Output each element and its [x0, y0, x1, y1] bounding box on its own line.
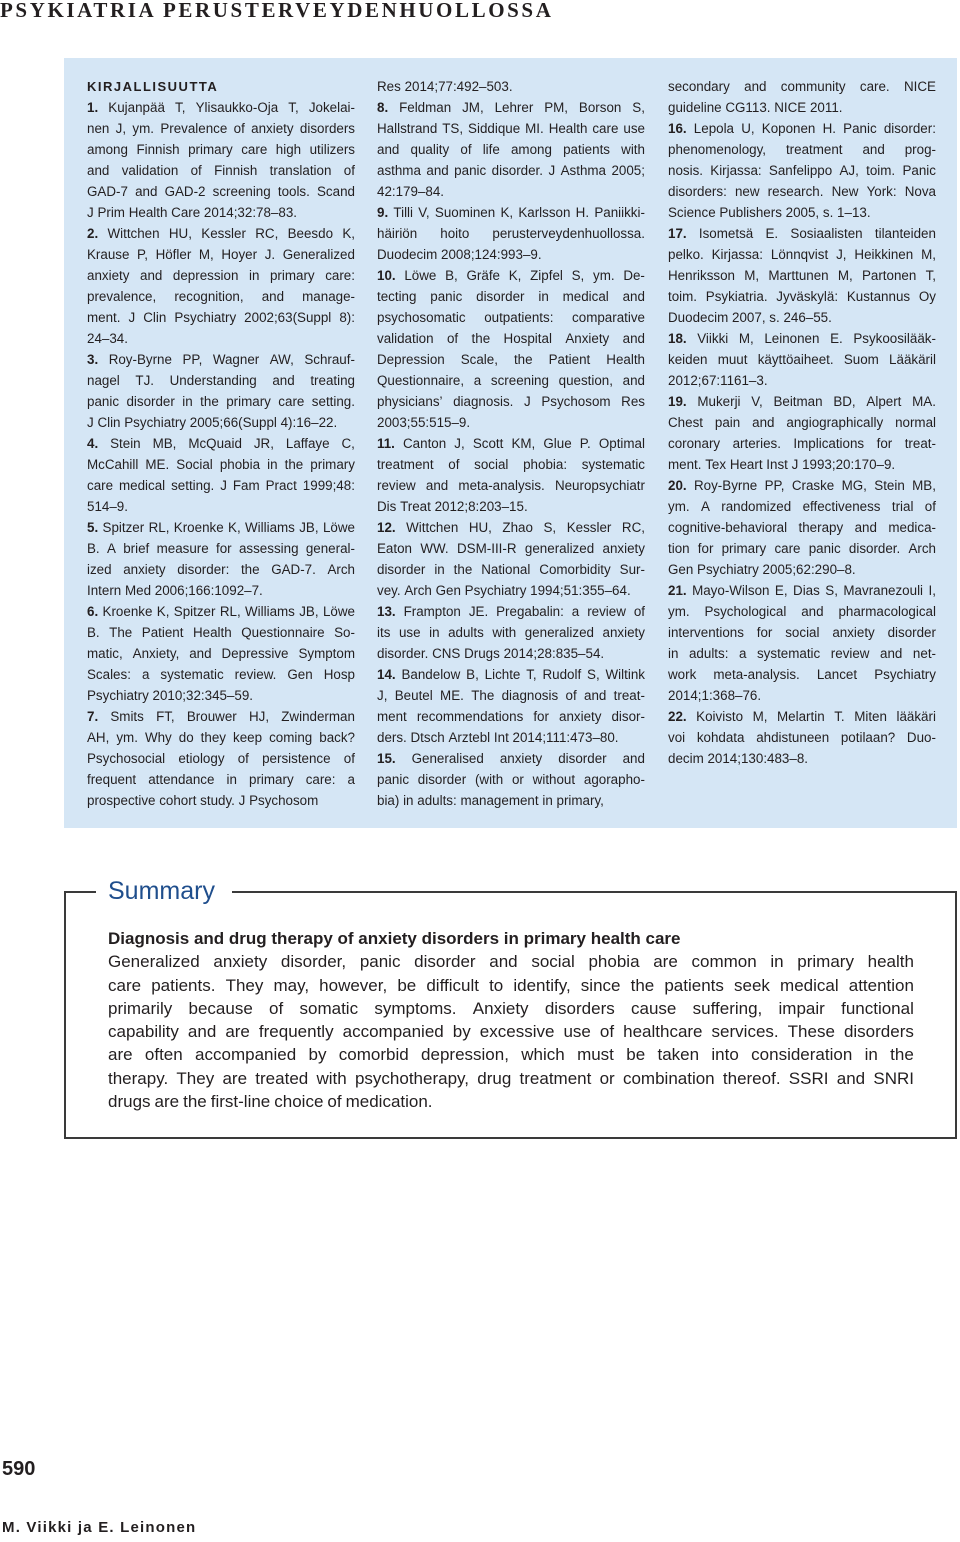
- reference-line: frequent attendance in primary care: a: [87, 772, 355, 787]
- summary-frame-top-right: [232, 891, 957, 893]
- reference-line: secondary and community care. NICE: [668, 79, 936, 94]
- reference-line: 514–9.: [87, 499, 128, 514]
- summary-line: primarily because of somatic symptoms. Anxiety disorders cause suffering, impair functional: [108, 998, 914, 1018]
- reference-line: vey. Arch Gen Psychiatry 1994;51:355–64.: [377, 583, 631, 598]
- reference-line: Questionnaire, a screening question, and: [377, 373, 645, 388]
- reference-line: matic, Anxiety, and Depressive Symptom: [87, 646, 355, 661]
- reference-number: 22.: [668, 709, 687, 724]
- reference-line: 2003;55:515–9.: [377, 415, 471, 430]
- reference-line: work meta-analysis. Lancet Psychiatry: [668, 667, 936, 682]
- reference-line: B. The Patient Health Questionnaire So-: [87, 625, 355, 640]
- reference-line: Duodecim 2007, s. 246–55.: [668, 310, 832, 325]
- reference-line: toim. Psykiatria. Jyväskylä: Kustannus Oy: [668, 289, 936, 304]
- author-line: M. Viikki ja E. Leinonen: [2, 1519, 197, 1536]
- summary-text: [108, 950, 914, 1113]
- reference-line: GAD-7 and GAD-2 screening tools. Scand: [87, 184, 355, 199]
- reference-line: 42:179–84.: [377, 184, 445, 199]
- reference-line: and quality of life among patients with: [377, 142, 645, 157]
- reference-line: panic disorder in the primary care setting.: [87, 394, 355, 409]
- reference-number: 18.: [668, 331, 687, 346]
- reference-line: ym. Psychological and pharmacological: [668, 604, 936, 619]
- reference-line: among Finnish primary care high utilizers: [87, 142, 355, 157]
- reference-line: 19. Mukerji V, Beitman BD, Alpert MA.: [668, 391, 936, 412]
- reference-line: ment recommendations for anxiety disor-: [377, 709, 645, 724]
- reference-line: 14. Bandelow B, Lichte T, Rudolf S, Wiltink: [377, 664, 645, 685]
- reference-line: 15. Generalised anxiety disorder and: [377, 748, 645, 769]
- reference-line: and validation of Finnish translation of: [87, 163, 355, 178]
- summary-title: Summary: [108, 877, 215, 905]
- reference-line: Psychosocial etiology of persistence of: [87, 751, 355, 766]
- reference-number: 17.: [668, 226, 687, 241]
- reference-line: Henriksson M, Marttunen M, Partonen T,: [668, 268, 936, 283]
- reference-line: McCahill ME. Social phobia in the primary: [87, 457, 355, 472]
- reference-line: ders. Dtsch Arztebl Int 2014;111:473–80.: [377, 730, 619, 745]
- reference-line: ym. A randomized effectiveness trial of: [668, 499, 936, 514]
- reference-line: 24–34.: [87, 331, 128, 346]
- reference-line: 18. Viikki M, Leinonen E. Psykoosilääk-: [668, 328, 936, 349]
- reference-line: 11. Canton J, Scott KM, Glue P. Optimal: [377, 433, 645, 454]
- summary-line: are often accompanied by comorbid depression, which must be taken into consideration in the: [108, 1045, 914, 1065]
- reference-line: nosis. Kirjassa: Sanfelippo AJ, toim. Panic: [668, 163, 936, 178]
- reference-number: 16.: [668, 121, 687, 136]
- reference-number: 13.: [377, 604, 396, 619]
- reference-number: 19.: [668, 394, 687, 409]
- reference-number: 1.: [87, 100, 99, 115]
- reference-line: phenomenology, treatment and prog-: [668, 142, 936, 157]
- reference-number: 10.: [377, 268, 396, 283]
- reference-line: 2014;1:368–76.: [668, 688, 762, 703]
- summary-frame-top-left: [64, 891, 96, 893]
- reference-line: 3. Roy-Byrne PP, Wagner AW, Schrauf-: [87, 349, 355, 370]
- reference-line: 4. Stein MB, McQuaid JR, Laffaye C,: [87, 433, 355, 454]
- reference-line: disorders: new research. New York: Nova: [668, 184, 936, 199]
- reference-number: 6.: [87, 604, 99, 619]
- reference-line: decim 2014;130:483–8.: [668, 751, 808, 766]
- reference-number: 8.: [377, 100, 389, 115]
- reference-number: 2.: [87, 226, 99, 241]
- reference-line: 21. Mayo-Wilson E, Dias S, Mavranezouli I,: [668, 580, 936, 601]
- reference-line: nagel TJ. Understanding and treating: [87, 373, 355, 388]
- summary-line: Generalized anxiety disorder, panic disorder and social phobia are common in primary health: [108, 952, 914, 972]
- reference-line: Depression Scale, the Patient Health: [377, 352, 645, 367]
- reference-line: 7. Smits FT, Brouwer HJ, Zwinderman: [87, 706, 355, 727]
- reference-line: pelko. Kirjassa: Lönnqvist J, Heikkinen M,: [668, 247, 936, 262]
- running-header: PSYKIATRIA PERUSTERVEYDENHUOLLOSSA: [0, 0, 554, 22]
- reference-line: 9. Tilli V, Suominen K, Karlsson H. Paniikki-: [377, 202, 645, 223]
- reference-number: 15.: [377, 751, 396, 766]
- reference-line: physicians’ diagnosis. J Psychosom Res: [377, 394, 645, 409]
- reference-line: disorder in the National Comorbidity Sur-: [377, 562, 645, 577]
- references-box: [64, 58, 957, 828]
- reference-line: tion for primary care panic disorder. Arch: [668, 541, 936, 556]
- summary-line: care patients. They may, however, be difficult to identify, since the patients seek medical attention: [108, 975, 914, 995]
- reference-line: 17. Isometsä E. Sosiaalisten tilanteiden: [668, 223, 936, 244]
- reference-number: 9.: [377, 205, 389, 220]
- reference-line: 2. Wittchen HU, Kessler RC, Beesdo K,: [87, 223, 355, 244]
- reference-line: Res 2014;77:492–503.: [377, 79, 513, 94]
- reference-line: disorder. CNS Drugs 2014;28:835–54.: [377, 646, 605, 661]
- reference-line: Hallstrand TS, Siddique MI. Health care use: [377, 121, 645, 136]
- reference-line: Duodecim 2008;124:993–9.: [377, 247, 542, 262]
- reference-line: J Prim Health Care 2014;32:78–83.: [87, 205, 298, 220]
- reference-line: 5. Spitzer RL, Kroenke K, Williams JB, Löwe: [87, 517, 355, 538]
- reference-line: coronary arteries. Implications for treat-: [668, 436, 936, 451]
- reference-line: 6. Kroenke K, Spitzer RL, Williams JB, Löwe: [87, 601, 355, 622]
- reference-line: 16. Lepola U, Koponen H. Panic disorder:: [668, 118, 936, 139]
- summary-line: drugs are the first-line choice of medication.: [108, 1092, 433, 1112]
- reference-line: voi kohdata ahdistuneen potilaan? Duo-: [668, 730, 936, 745]
- reference-line: nen J, ym. Prevalence of anxiety disorders: [87, 121, 355, 136]
- reference-line: Krause P, Höfler M, Hoyer J. Generalized: [87, 247, 355, 262]
- reference-line: Dis Treat 2012;8:203–15.: [377, 499, 528, 514]
- reference-number: 21.: [668, 583, 687, 598]
- reference-line: panic disorder (with or without agorapho-: [377, 772, 645, 787]
- references-column-2: [377, 76, 645, 811]
- reference-line: care medical setting. J Fam Pract 1999;48:: [87, 478, 355, 493]
- reference-line: anxiety and depression in primary care:: [87, 268, 355, 283]
- reference-line: ment. Tex Heart Inst J 1993;20:170–9.: [668, 457, 896, 472]
- reference-line: cognitive-behavioral therapy and medica-: [668, 520, 936, 535]
- reference-line: validation of the Hospital Anxiety and: [377, 331, 645, 346]
- reference-line: review and meta-analysis. Neuropsychiatr: [377, 478, 645, 493]
- summary-line: therapy. They are treated with psychotherapy, drug treatment or combination thereof. SSRI and SNRI: [108, 1068, 914, 1088]
- reference-line: 1. Kujanpää T, Ylisaukko-Oja T, Jokelai-: [87, 97, 355, 118]
- reference-line: 20. Roy-Byrne PP, Craske MG, Stein MB,: [668, 475, 936, 496]
- summary-line: capability and are frequently accompanied by excessive use of healthcare services. These disorders: [108, 1022, 914, 1042]
- reference-number: 7.: [87, 709, 99, 724]
- reference-line: 13. Frampton JE. Pregabalin: a review of: [377, 601, 645, 622]
- reference-line: AH, ym. Why do they keep coming back?: [87, 730, 355, 745]
- reference-line: Psychiatry 2010;32:345–59.: [87, 688, 254, 703]
- reference-line: in adults: a systematic review and net-: [668, 646, 936, 661]
- reference-line: J, Beutel ME. The diagnosis of and treat-: [377, 688, 645, 703]
- reference-line: treatment of social phobia: systematic: [377, 457, 645, 472]
- summary-heading: Diagnosis and drug therapy of anxiety disorders in primary health care: [108, 929, 681, 948]
- references-heading: KIRJALLISUUTTA: [87, 79, 219, 94]
- reference-line: interventions for social anxiety disorder: [668, 625, 936, 640]
- reference-line: 12. Wittchen HU, Zhao S, Kessler RC,: [377, 517, 645, 538]
- reference-line: Gen Psychiatry 2005;62:290–8.: [668, 562, 856, 577]
- reference-number: 4.: [87, 436, 99, 451]
- reference-line: 2012;67:1161–3.: [668, 373, 768, 388]
- reference-line: prevalence, recognition, and manage-: [87, 289, 355, 304]
- reference-line: Science Publishers 2005, s. 1–13.: [668, 205, 871, 220]
- reference-number: 11.: [377, 436, 395, 451]
- reference-line: 10. Löwe B, Gräfe K, Zipfel S, ym. De-: [377, 265, 645, 286]
- reference-line: 22. Koivisto M, Melartin T. Miten lääkäri: [668, 706, 936, 727]
- reference-number: 5.: [87, 520, 99, 535]
- reference-line: häiriön hoito perusterveydenhuollossa.: [377, 226, 645, 241]
- reference-line: Chest pain and angiographically normal: [668, 415, 936, 430]
- reference-line: psychosomatic outpatients: comparative: [377, 310, 645, 325]
- reference-number: 3.: [87, 352, 99, 367]
- reference-line: B. A brief measure for assessing general-: [87, 541, 355, 556]
- reference-line: ized anxiety disorder: the GAD-7. Arch: [87, 562, 355, 577]
- reference-line: J Clin Psychiatry 2005;66(Suppl 4):16–22.: [87, 415, 338, 430]
- reference-line: ment. J Clin Psychiatry 2002;63(Suppl 8):: [87, 310, 355, 325]
- reference-line: prospective cohort study. J Psychosom: [87, 793, 319, 808]
- summary-body: [108, 927, 914, 1113]
- page-number: 590: [2, 1458, 36, 1480]
- references-column-3: [668, 76, 936, 769]
- reference-line: bia) in adults: management in primary,: [377, 793, 604, 808]
- reference-line: Eaton WW. DSM-III-R generalized anxiety: [377, 541, 645, 556]
- reference-number: 14.: [377, 667, 396, 682]
- reference-line: Intern Med 2006;166:1092–7.: [87, 583, 263, 598]
- references-column-1: [87, 76, 355, 811]
- reference-number: 20.: [668, 478, 687, 493]
- reference-line: tecting panic disorder in medical and: [377, 289, 645, 304]
- reference-line: 8. Feldman JM, Lehrer PM, Borson S,: [377, 97, 645, 118]
- reference-line: its use in adults with generalized anxiety: [377, 625, 645, 640]
- reference-line: asthma and panic disorder. J Asthma 2005;: [377, 163, 645, 178]
- reference-line: guideline CG113. NICE 2011.: [668, 100, 843, 115]
- reference-line: Scales: a systematic review. Gen Hosp: [87, 667, 355, 682]
- reference-line: keiden muut käyttöaiheet. Suom Lääkäril: [668, 352, 936, 367]
- reference-number: 12.: [377, 520, 396, 535]
